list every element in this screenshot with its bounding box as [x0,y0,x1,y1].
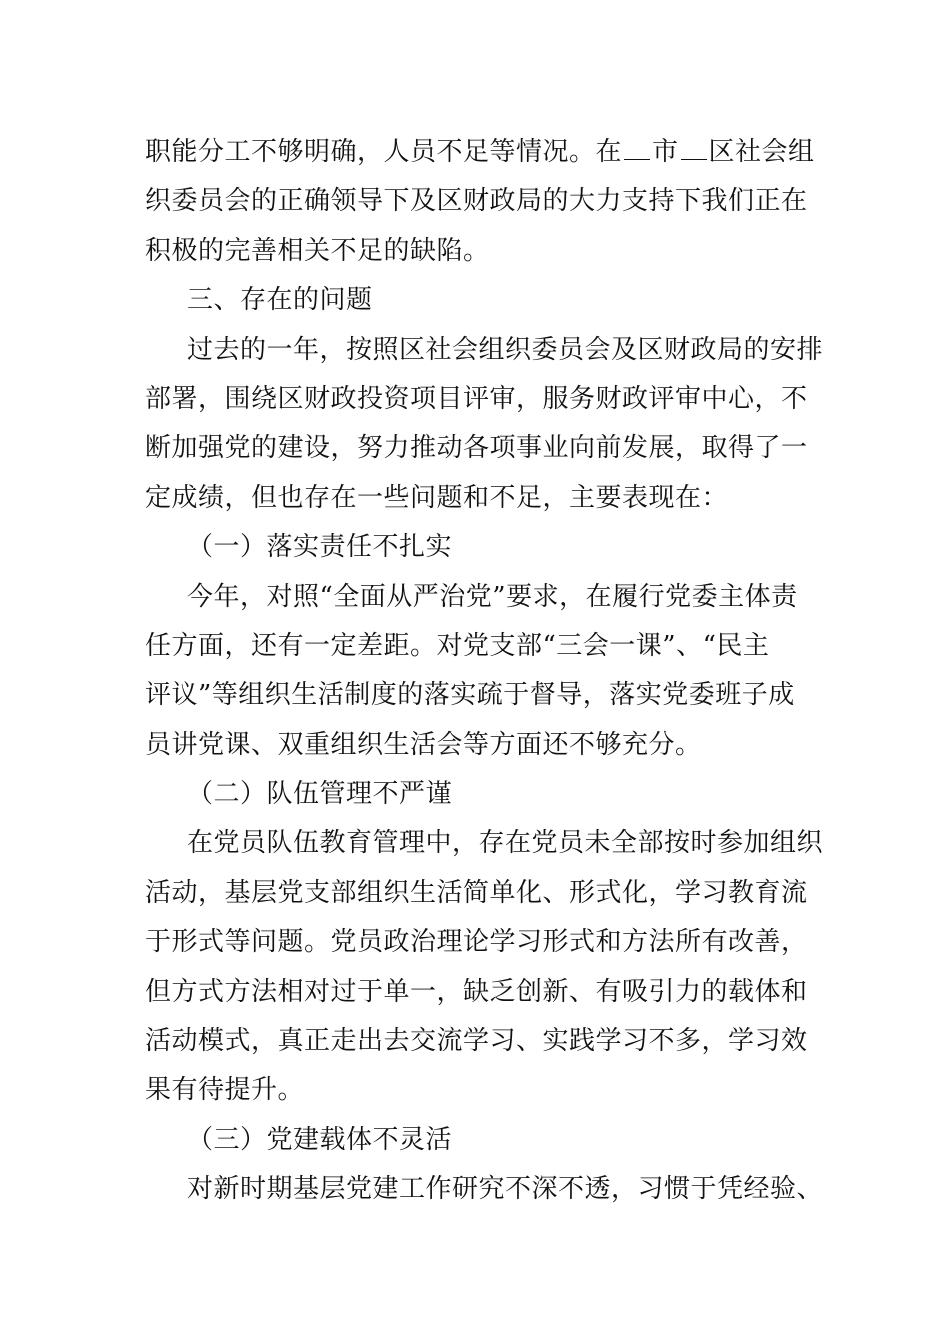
text-line: 今年，对照“全面从严治党”要求，在履行党委主体责 [187,581,798,612]
text-line: 评议”等组织生活制度的落实疏于督导，落实党委班子成 [145,680,795,711]
blank-underline [624,139,650,160]
subsection-heading: （三）党建载体不灵活 [187,1124,453,1155]
subsection-heading: （二）队伍管理不严谨 [187,779,453,810]
text-line: 果有待提升。 [145,1075,305,1106]
text-line: 部署，围绕区财政投资项目评审，服务财政评审中心，不 [145,383,808,414]
text-line: 活动，基层党支部组织生活简单化、形式化，学习教育流 [145,877,808,908]
text-line: 织委员会的正确领导下及区财政局的大力支持下我们正在 [145,186,808,217]
text-line: 活动模式，真正走出去交流学习、实践学习不多，学习效 [145,1026,808,1057]
blank-underline [681,139,707,160]
text-line: 于形式等问题。党员政治理论学习形式和方法所有改善， [145,927,808,958]
text-fragment: 区社会组 [708,137,815,167]
text-fragment: 职能分工不够明确，人员不足等情况。在 [145,137,623,167]
text-line: 任方面，还有一定差距。对党支部“三会一课”、“民主 [145,630,770,661]
text-line [145,128,815,177]
text-line: 员讲党课、双重组织生活会等方面还不够充分。 [145,729,702,760]
section-heading: 三、存在的问题 [187,285,373,316]
text-line: 在党员队伍教育管理中，存在党员未全部按时参加组织 [187,828,824,859]
text-line: 过去的一年，按照区社会组织委员会及区财政局的安排 [187,334,824,365]
subsection-heading: （一）落实责任不扎实 [187,532,453,563]
text-line: 对新时期基层党建工作研究不深不透，习惯于凭经验、 [187,1174,824,1205]
text-line: 断加强党的建设，努力推动各项事业向前发展，取得了一 [145,433,808,464]
document-body [145,128,824,1215]
text-line: 但方式方法相对过于单一，缺乏创新、有吸引力的载体和 [145,976,808,1007]
text-line: 定成绩，但也存在一些问题和不足，主要表现在： [145,482,729,513]
text-fragment: 市 [652,137,679,167]
text-line: 积极的完善相关不足的缺陷。 [145,235,490,266]
